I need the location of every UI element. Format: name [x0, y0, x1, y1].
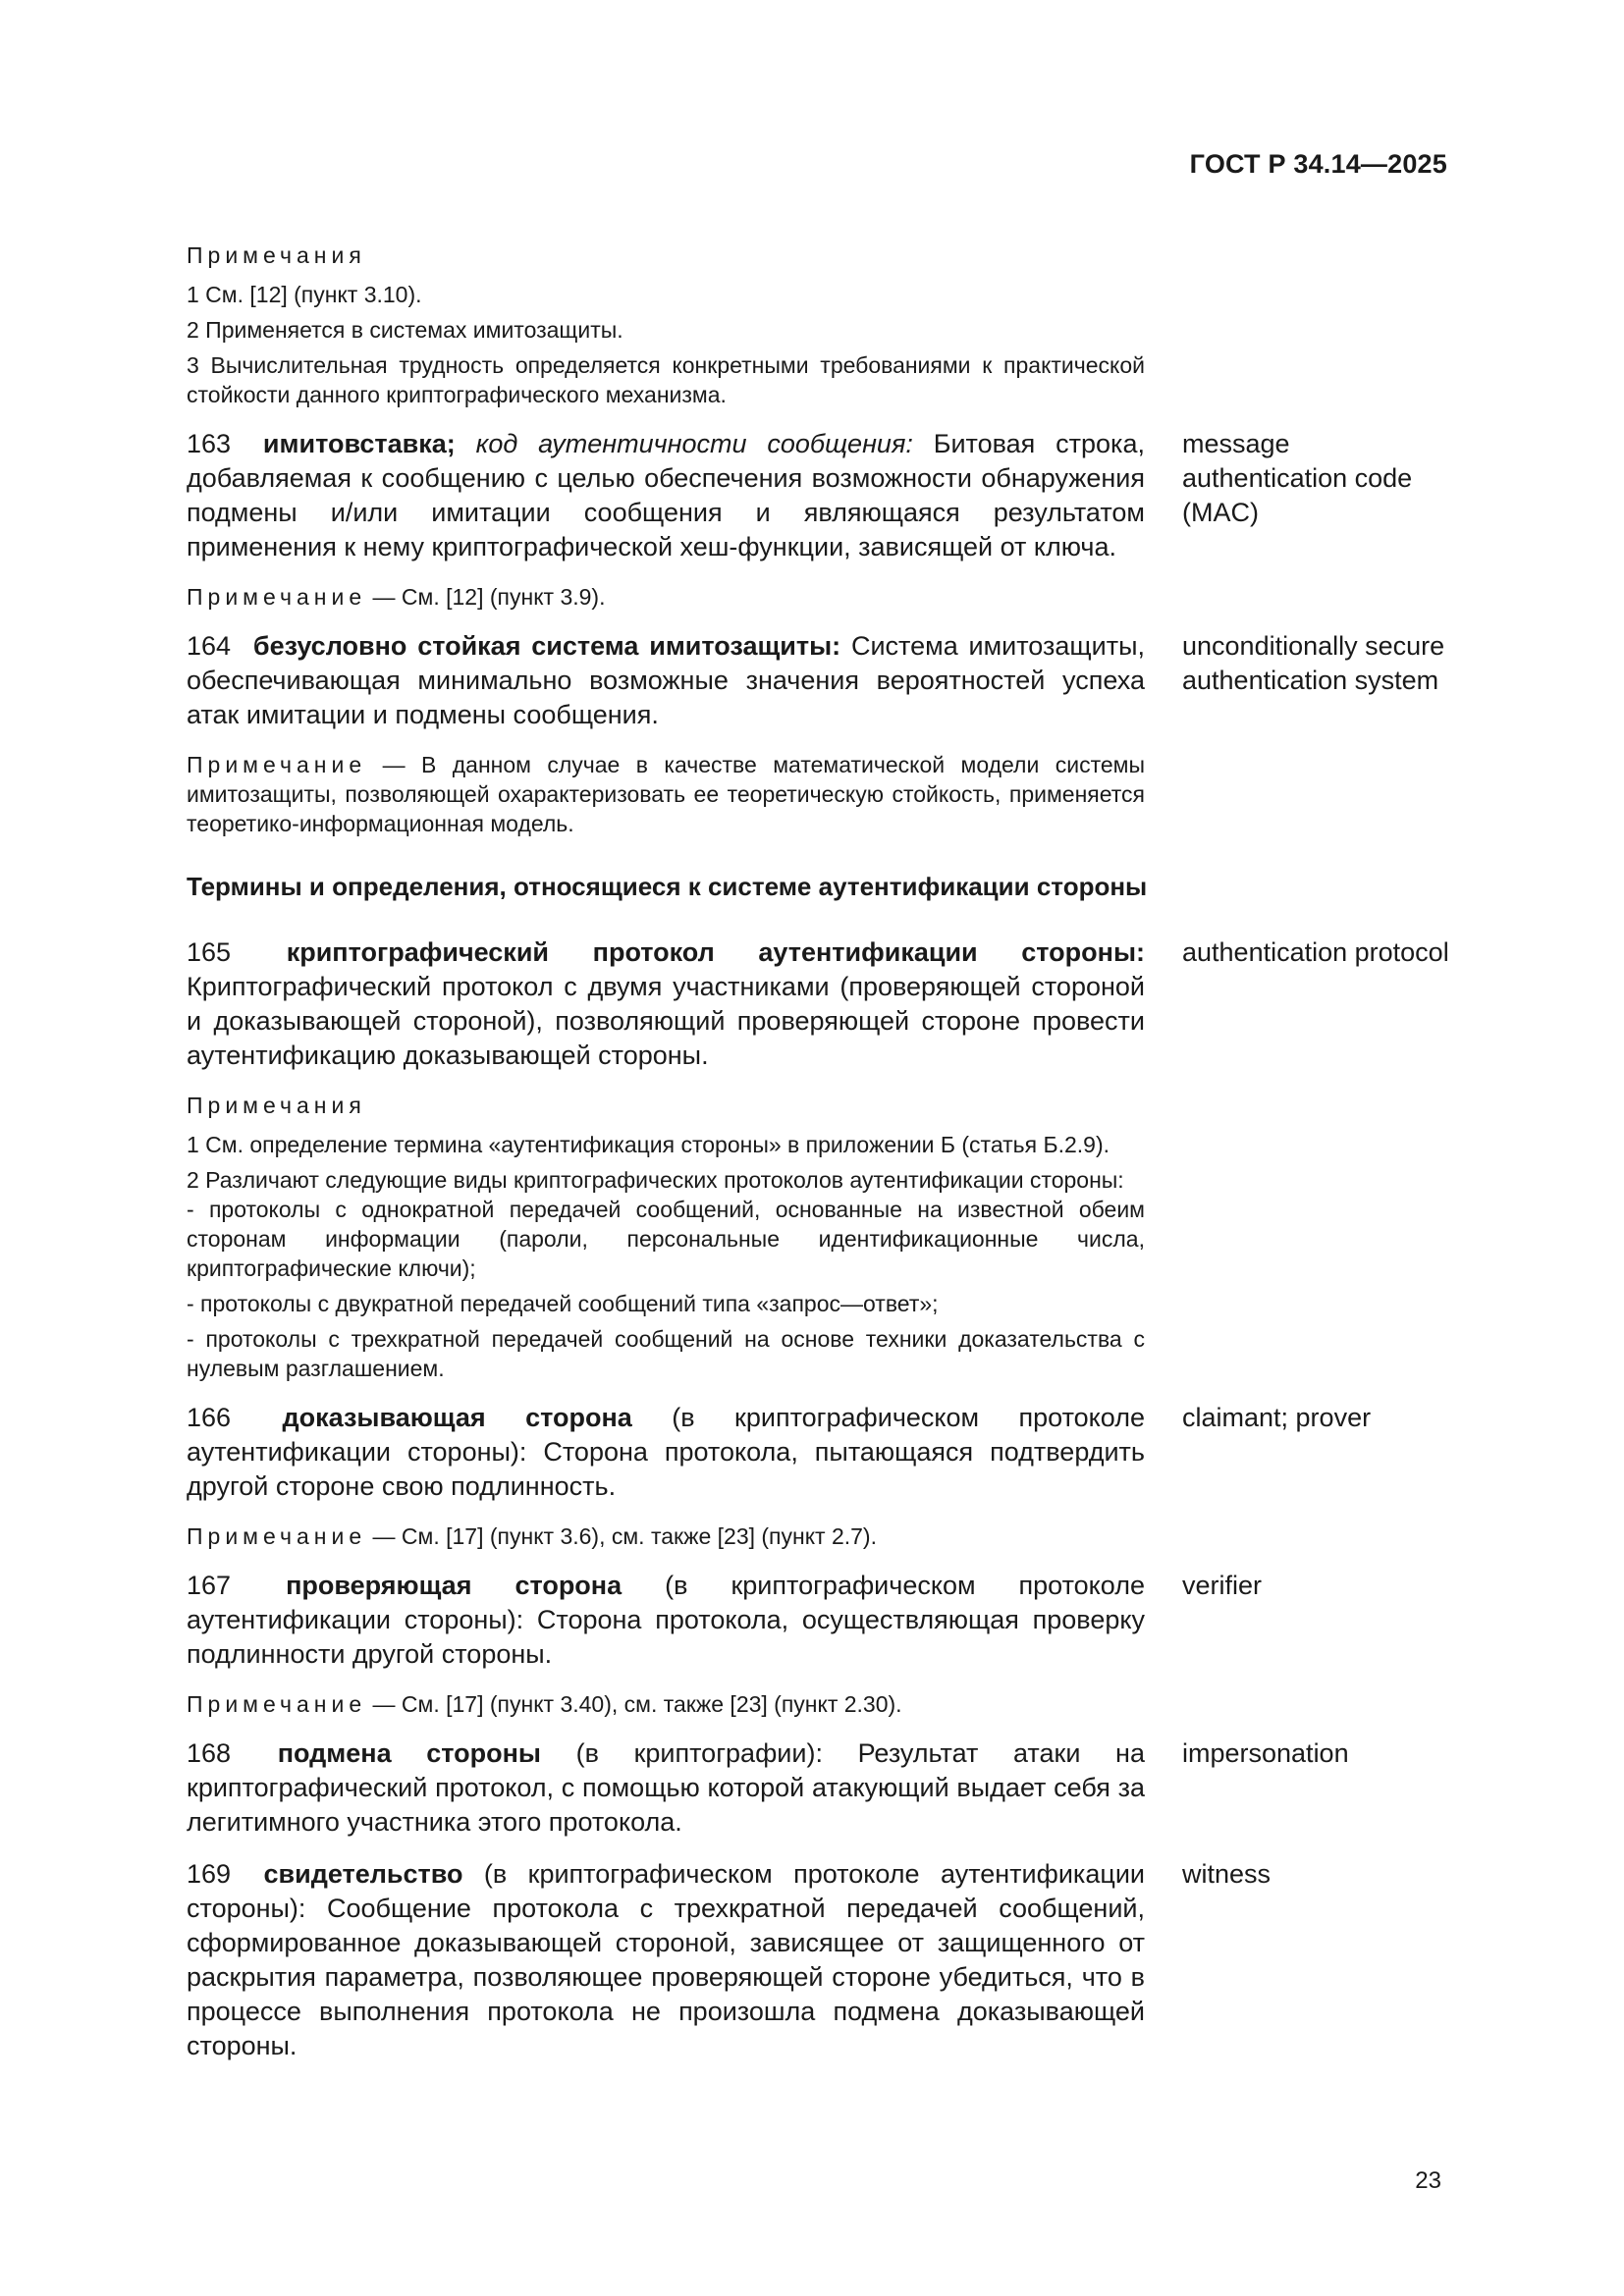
- term-number: 166: [187, 1403, 232, 1432]
- term-number: 165: [187, 937, 232, 967]
- notes-top: [187, 240, 1145, 409]
- term-synonym: код аутентичности сообщения:: [475, 429, 913, 458]
- term-title: криптографический протокол аутентификации стороны:: [286, 937, 1145, 967]
- list-item: - протоколы с трехкратной передачей сообщений на основе техники доказательства с нулевым разглашением.: [187, 1326, 1145, 1381]
- term-entry-167: [187, 1569, 1453, 1672]
- term-title: свидетельство: [263, 1859, 463, 1889]
- note-item: 1 См. [12] (пункт 3.10).: [187, 282, 422, 307]
- page-content: [187, 240, 1453, 2081]
- term-number: 169: [187, 1859, 232, 1889]
- section-title: Термины и определения, относящиеся к системе аутентификации стороны: [187, 872, 1148, 901]
- note-heading: Примечание: [187, 752, 367, 777]
- note-heading: Примечание: [187, 584, 367, 610]
- note-item: 2 Различают следующие виды криптографических протоколов аутентификации стороны:: [187, 1167, 1124, 1193]
- notes-heading: Примечания: [187, 1093, 366, 1118]
- term-number: 168: [187, 1738, 232, 1768]
- notes-165: [187, 1091, 1145, 1383]
- term-number: 167: [187, 1571, 232, 1600]
- note-167: [187, 1689, 1145, 1719]
- term-entry-169: [187, 1857, 1453, 2063]
- term-entry-168: [187, 1736, 1453, 1840]
- note-163: [187, 582, 1145, 612]
- note-text: — См. [17] (пункт 3.6), см. также [23] (пункт 2.7).: [372, 1523, 877, 1549]
- term-title: подмена стороны: [277, 1738, 541, 1768]
- term-number: 163: [187, 429, 232, 458]
- term-definition: (в криптографии): Результат атаки на криптографический протокол, с помощью которой атакующий выдает себя за легитимного участника этого протокола.: [187, 1738, 1145, 1837]
- term-entry-164: [187, 629, 1453, 732]
- term-title: имитовставка;: [262, 429, 456, 458]
- term-definition: Битовая строка, добавляемая к сообщению с целью обеспечения возможности обнаружения подмены и/или имитации сообщения и являющаяся результатом применения к нему криптографической хеш-функции, зависящей от ключа.: [187, 429, 1145, 561]
- term-number: 164: [187, 631, 232, 661]
- note-heading: Примечание: [187, 1523, 367, 1549]
- document-header: ГОСТ Р 34.14—2025: [1189, 149, 1447, 179]
- term-english: message authentication code (MAC): [1182, 429, 1413, 527]
- term-title: доказывающая сторона: [282, 1403, 632, 1432]
- term-title: безусловно стойкая система имитозащиты:: [252, 631, 841, 661]
- term-definition: (в криптографическом протоколе аутентификации стороны): Сторона протокола, осуществляющая проверку подлинности другой стороны.: [187, 1571, 1145, 1669]
- term-english: verifier: [1182, 1571, 1263, 1600]
- page-number: 23: [1415, 2167, 1441, 2194]
- list-item: - протоколы с однократной передачей сообщений, основанные на известной обеим сторонам информации (пароли, персональные идентификационные числа, криптографические ключи);: [187, 1197, 1145, 1281]
- term-english: unconditionally secure authentication system: [1182, 631, 1445, 695]
- term-title: проверяющая сторона: [286, 1571, 623, 1600]
- term-entry-163: [187, 427, 1453, 564]
- note-item: 2 Применяется в системах имитозащиты.: [187, 317, 623, 343]
- term-definition: (в криптографическом протоколе аутентификации стороны): Сообщение протокола с трехкратной передачей сообщений, сформированное доказывающей стороной, зависящее от защищенного от раскрытия параметра, позволяющее проверяющей стороне убедиться, что в процессе выполнения протокола не произошла подмена доказывающей стороны.: [187, 1859, 1145, 2060]
- term-english: impersonation: [1182, 1738, 1349, 1768]
- term-english: claimant; prover: [1182, 1403, 1372, 1432]
- note-text: — В данном случае в качестве математической модели системы имитозащиты, позволяющей охарактеризовать ее теоретическую стойкость, применяется теоретико-информационная модель.: [187, 752, 1145, 836]
- note-heading: Примечание: [187, 1691, 367, 1717]
- notes-heading: Примечания: [187, 242, 366, 268]
- note-item: 1 См. определение термина «аутентификация стороны» в приложении Б (статья Б.2.9).: [187, 1132, 1110, 1157]
- term-english: authentication protocol: [1182, 937, 1449, 967]
- term-entry-166: [187, 1401, 1453, 1504]
- term-definition: (в криптографическом протоколе аутентификации стороны): Сторона протокола, пытающаяся подтвердить другой стороне свою подлинность.: [187, 1403, 1145, 1501]
- list-item: - протоколы с двукратной передачей сообщений типа «запрос—ответ»;: [187, 1291, 939, 1316]
- note-text: — См. [12] (пункт 3.9).: [372, 584, 606, 610]
- term-definition: Система имитозащиты, обеспечивающая минимально возможные значения вероятностей успеха атак имитации и подмены сообщения.: [187, 631, 1145, 729]
- term-entry-165: [187, 935, 1453, 1073]
- term-english: witness: [1182, 1859, 1272, 1889]
- term-definition: Криптографический протокол с двумя участниками (проверяющей стороной и доказывающей стороной), позволяющий проверяющей стороне провести аутентификацию доказывающей стороны.: [187, 972, 1145, 1070]
- note-item: 3 Вычислительная трудность определяется конкретными требованиями к практической стойкости данного криптографического механизма.: [187, 352, 1145, 407]
- note-166: [187, 1522, 1145, 1551]
- note-164: [187, 750, 1145, 838]
- note-text: — См. [17] (пункт 3.40), см. также [23] (пункт 2.30).: [372, 1691, 902, 1717]
